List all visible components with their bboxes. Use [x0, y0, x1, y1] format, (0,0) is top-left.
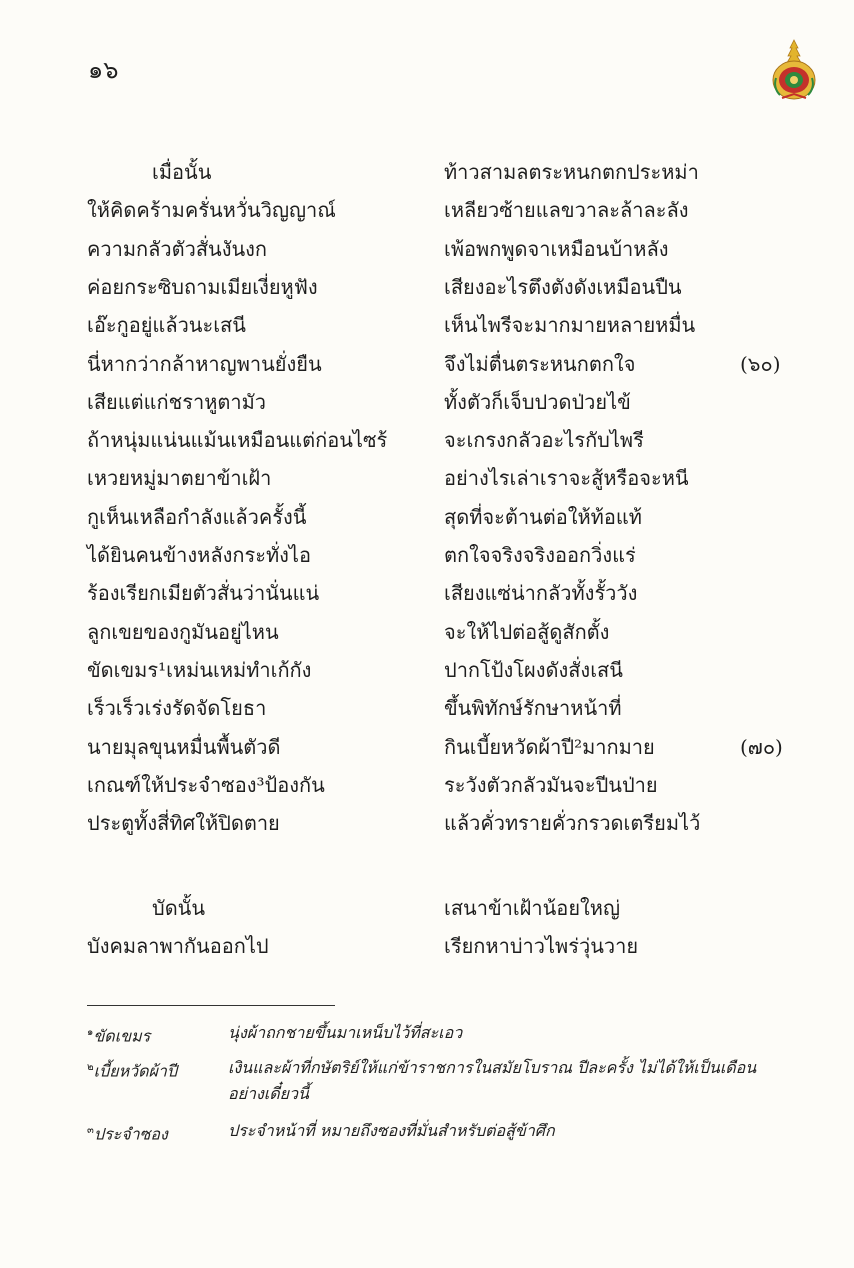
verse-left: บัดนั้น: [152, 896, 206, 920]
verse-right: เรียกหาบ่าวไพร่วุ่นวาย: [444, 934, 639, 958]
verse-right: จึงไม่ตื่นตระหนกตกใจ: [444, 351, 636, 376]
verse-row: [0, 539, 854, 577]
page-number: ๑๖: [88, 56, 119, 84]
verse-row: [0, 194, 854, 232]
verse-row: [0, 616, 854, 654]
verse-right: เสียงแซ่น่ากลัวทั้งรั้ววัง: [444, 581, 638, 606]
verse-right: จะเกรงกลัวอะไรกับไพรี: [444, 428, 644, 453]
footnote-term-text: ขัดเขมร: [93, 1026, 151, 1046]
verse-left: ร้องเรียกเมียตัวสั่นว่านั่นแน่: [87, 581, 320, 606]
verse-row: [0, 424, 854, 462]
footnote-term-text: เบี้ยหวัดผ้าปี: [93, 1061, 178, 1081]
verse-left: นี่หากว่ากล้าหาญพานยั่งยืน: [87, 351, 322, 376]
verse-right: กินเบี้ยหวัดผ้าปี²มากมาย: [444, 734, 655, 759]
verse-right: จะให้ไปต่อสู้ดูสักตั้ง: [444, 619, 610, 644]
verse-row: [0, 233, 854, 271]
verse-left: บังคมลาพากันออกไป: [87, 934, 269, 958]
verse-row: [0, 654, 854, 692]
verse-left: เกณฑ์ให้ประจำซอง³ป้องกัน: [87, 772, 325, 797]
verse-number: (๗๐): [740, 734, 783, 759]
verse-row: [0, 309, 854, 347]
verse-right: ทั้งตัวก็เจ็บปวดป่วยไข้: [444, 389, 631, 414]
footnote-term: [87, 1020, 150, 1049]
verse-left: เร็วเร็วเร่งรัดจัดโยธา: [87, 696, 267, 721]
verse-right: แล้วคั่วทรายคั่วกรวดเตรียมไว้: [444, 811, 701, 836]
verse-left: เหวยหมู่มาตยาข้าเฝ้า: [87, 466, 272, 491]
verse-row: [0, 769, 854, 807]
footnote-mark: ๒: [87, 1062, 94, 1073]
verse-right: เหลียวซ้ายแลขวาละล้าละลัง: [444, 198, 689, 223]
verse-right: เพ้อพกพูดจาเหมือนบ้าหลัง: [444, 236, 669, 261]
verse-right: เสนาข้าเฝ้าน้อยใหญ่: [444, 896, 621, 920]
verse-right: ระวังตัวกลัวมันจะปีนป่าย: [444, 772, 658, 797]
verse-left: ขัดเขมร¹เหม่นเหม่ทำเก้กัง: [87, 657, 312, 682]
verse-right: ตกใจจริงจริงออกวิ่งแร่: [444, 543, 636, 567]
verse-left: ให้คิดคร้ามครั่นหวั่นวิญญาณ์: [87, 198, 336, 223]
verse-right: ท้าวสามลตระหนกตกประหม่า: [444, 160, 699, 184]
verse-right: สุดที่จะต้านต่อให้ท้อแท้: [444, 504, 642, 529]
verse-row: [0, 348, 854, 386]
verse-right: อย่างไรเล่าเราจะสู้หรือจะหนี: [444, 466, 689, 491]
verse-row: [0, 692, 854, 730]
footnote-term-text: ประจำซอง: [93, 1124, 168, 1144]
verse-row: [0, 892, 854, 930]
verse-row: [0, 501, 854, 539]
verse-left: เอ๊ะกูอยู่แล้วนะเสนี: [87, 313, 246, 338]
verse-row: [0, 462, 854, 500]
verse-left: ค่อยกระซิบถามเมียเงี่ยหูฟัง: [87, 274, 318, 299]
footnote-term: [87, 1055, 177, 1084]
verse-right: ขึ้นพิทักษ์รักษาหน้าที่: [444, 696, 622, 721]
thai-royal-emblem-icon: [770, 38, 818, 102]
footnote-mark: ๑: [87, 1027, 94, 1038]
footnote-definition: เงินและผ้าที่กษัตริย์ให้แก่ข้าราชการในสมัยโบราณ ปีละครั้ง ไม่ได้ให้เป็นเดือนอย่างเดี๋ยวนี้: [228, 1058, 757, 1103]
verse-left: ประตูทั้งสี่ทิศให้ปิดตาย: [87, 811, 280, 836]
verse-row: [0, 156, 854, 194]
footnote-definition: นุ่งผ้าถกชายขึ้นมาเหน็บไว้ที่สะเอว: [228, 1023, 463, 1042]
verse-right: เสียงอะไรตึงตังดังเหมือนปืน: [444, 274, 682, 299]
footnote-term: [87, 1118, 168, 1147]
verse-left: นายมุลขุนหมื่นพื้นตัวดี: [87, 734, 281, 759]
verse-row: [0, 930, 854, 968]
verse-row: [0, 577, 854, 615]
verse-left: เมื่อนั้น: [152, 160, 212, 184]
verse-right: เห็นไพรีจะมากมายหลายหมื่น: [444, 313, 696, 338]
verse-row: [0, 271, 854, 309]
verse-left: ลูกเขยของกูมันอยู่ไหน: [87, 619, 279, 644]
verse-left: กูเห็นเหลือกำลังแล้วครั้งนี้: [87, 504, 307, 529]
footnote-definition: ประจำหน้าที่ หมายถึงซองที่มั่นสำหรับต่อสู้ข้าศึก: [228, 1121, 555, 1140]
verse-row: [0, 386, 854, 424]
verse-number: (๖๐): [740, 351, 781, 376]
verse-left: เสียแต่แก่ชราหูตามัว: [87, 389, 267, 414]
verse-left: ความกลัวตัวสั่นงันงก: [87, 236, 268, 261]
verse-row: [0, 807, 854, 845]
verse-left: ได้ยินคนข้างหลังกระทั่งไอ: [87, 543, 311, 567]
verse-right: ปากโป้งโผงดังสั่งเสนี: [444, 657, 623, 682]
footnote-divider: [87, 1005, 335, 1006]
verse-row: [0, 731, 854, 769]
verse-left: ถ้าหนุ่มแน่นแม้นเหมือนแต่ก่อนไซร้: [87, 428, 388, 453]
footnote-mark: ๓: [87, 1125, 94, 1136]
